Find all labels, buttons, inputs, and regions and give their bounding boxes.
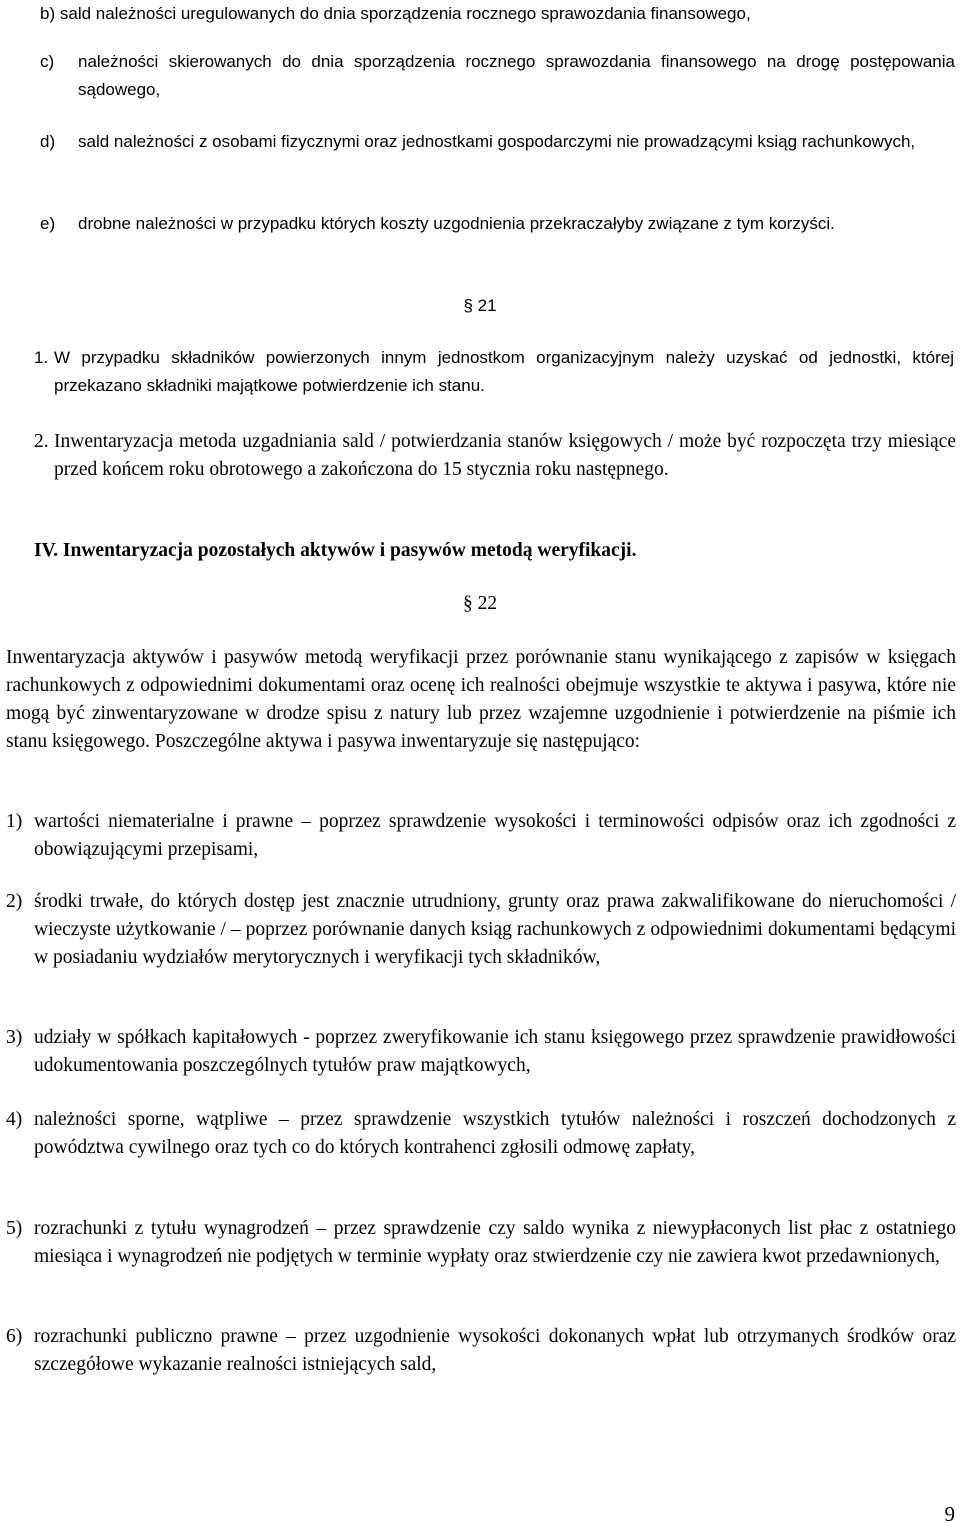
list-item-c	[40, 48, 955, 104]
item-label: 5)	[6, 1218, 23, 1239]
item-text: drobne należności w przypadku których koszty uzgodnienia przekraczałyby związane z tym korzyści.	[78, 214, 835, 233]
item-label: d)	[40, 132, 56, 151]
section-22-heading: § 22	[462, 593, 498, 614]
item-text: udziały w spółkach kapitałowych - poprzez zweryfikowanie ich stanu księgowego przez sprawdzenie prawidłowości udokumentowania poszczególnych tytułów praw majątkowych,	[34, 1027, 956, 1076]
section-21-heading: § 21	[463, 296, 497, 315]
item-label: 2)	[6, 891, 23, 912]
item-label: c)	[40, 52, 55, 71]
list-item-6	[6, 1323, 956, 1379]
item-text: sald należności uregulowanych do dnia sporządzenia rocznego sprawozdania finansowego,	[59, 4, 751, 23]
item-text: sald należności z osobami fizycznymi oraz jednostkami gospodarczymi nie prowadzącymi ksiąg rachunkowych,	[78, 132, 916, 151]
list-item-3	[6, 1024, 956, 1080]
item-label: e)	[40, 214, 56, 233]
list-item-d	[40, 128, 955, 156]
section-21-point-2	[34, 428, 956, 484]
item-text: środki trwałe, do których dostęp jest znacznie utrudniony, grunty oraz prawa zakwalifikowane do nieruchomości / wieczyste użytkowanie / – poprzez porównanie danych ksiąg rachunkowych z odpowiednimi dokumentami będącymi w posiadaniu wydziałów merytorycznych i weryfikacji tych składników,	[34, 891, 956, 968]
item-text: rozrachunki z tytułu wynagrodzeń – przez sprawdzenie czy saldo wynika z niewypłaconych list płac z ostatniego miesiąca i wynagrodzeń nie podjętych w terminie wypłaty oraz stwierdzenie czy nie zawiera kwot przedawnionych,	[34, 1218, 956, 1267]
point-label: 2.	[34, 431, 49, 452]
list-item-5	[6, 1215, 956, 1271]
list-item-b	[40, 0, 940, 28]
list-item-2	[6, 888, 956, 972]
item-label: 3)	[6, 1027, 23, 1048]
item-label: b)	[40, 4, 56, 23]
list-item-1	[6, 808, 956, 864]
item-text: należności skierowanych do dnia sporządzenia rocznego sprawozdania finansowego na drogę postępowania sądowego,	[78, 52, 955, 99]
section-21-point-1	[34, 344, 954, 400]
item-label: 6)	[6, 1326, 23, 1347]
list-item-4	[6, 1106, 956, 1162]
item-text: rozrachunki publiczno prawne – przez uzgodnienie wysokości dokonanych wpłat lub otrzymanych środków oraz szczegółowe wykazanie realności istniejących sald,	[34, 1326, 956, 1375]
section-iv-heading: IV. Inwentaryzacja pozostałych aktywów i pasywów metodą weryfikacji.	[34, 540, 637, 561]
item-text: należności sporne, wątpliwe – przez sprawdzenie wszystkich tytułów należności i roszczeń dochodzonych z powództwa cywilnego oraz tych co do których kontrahenci zgłosili odmowę zapłaty,	[34, 1109, 956, 1158]
point-text: Inwentaryzacja metoda uzgadniania sald / potwierdzania stanów księgowych / może być rozpoczęta trzy miesiące przed końcem roku obrotowego a zakończona do 15 stycznia roku następnego.	[54, 431, 956, 480]
item-label: 1)	[6, 811, 23, 832]
intro-paragraph: Inwentaryzacja aktywów i pasywów metodą weryfikacji przez porównanie stanu wynikającego z zapisów w księgach rachunkowych z odpowiednimi dokumentami oraz ocenę ich realności obejmuje wszystkie te aktywa i pasywa, które nie mogą być zinwentaryzowane w drodze spisu z natury lub przez wzajemne uzgodnienie i potwierdzenie na piśmie ich stanu księgowego. Poszczególne aktywa i pasywa inwentaryzuje się następująco:	[6, 647, 956, 752]
page-number: 9	[944, 1502, 955, 1526]
item-label: 4)	[6, 1109, 23, 1130]
item-text: wartości niematerialne i prawne – poprzez sprawdzenie wysokości i terminowości odpisów oraz ich zgodności z obowiązującymi przepisami,	[34, 811, 956, 860]
point-text: W przypadku składników powierzonych innym jednostkom organizacyjnym należy uzyskać od jednostki, której przekazano składniki majątkowe potwierdzenie ich stanu.	[54, 348, 954, 395]
list-item-e	[40, 210, 955, 238]
point-label: 1.	[34, 348, 49, 367]
